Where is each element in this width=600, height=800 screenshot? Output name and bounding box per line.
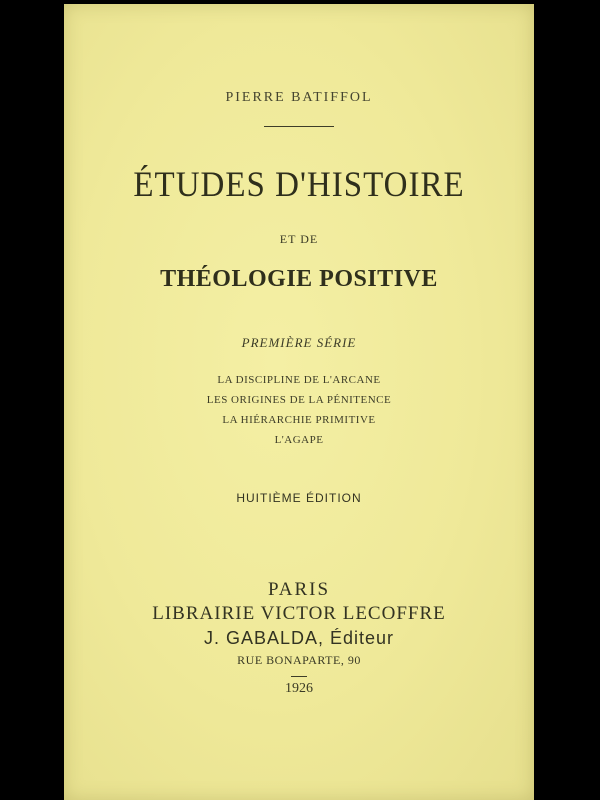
title-line-2: THÉOLOGIE POSITIVE (160, 266, 438, 292)
year-divider (291, 676, 307, 677)
contents-item: LA HIÉRARCHIE PRIMITIVE (222, 414, 376, 426)
title-connector: ET DE (279, 232, 319, 246)
divider-rule (264, 126, 334, 127)
contents-item: LES ORIGINES DE LA PÉNITENCE (206, 394, 392, 406)
author-name: PIERRE BATIFFOL (225, 90, 373, 105)
series-label: PREMIÈRE SÉRIE (241, 335, 357, 350)
contents-item: LA DISCIPLINE DE L'ARCANE (217, 374, 381, 386)
background-edge (534, 4, 600, 800)
contents-item: L'AGAPE (274, 434, 324, 446)
imprint-editor: J. GABALDA, Éditeur (203, 628, 395, 648)
title-page (64, 4, 534, 800)
imprint-city: PARIS (267, 579, 331, 600)
imprint-publisher: LIBRAIRIE VICTOR LECOFFRE (152, 603, 446, 624)
edition-label: HUITIÈME ÉDITION (236, 491, 362, 505)
contents-list (64, 370, 534, 450)
imprint-year: 1926 (285, 681, 313, 696)
imprint-address: RUE BONAPARTE, 90 (237, 653, 361, 667)
title-line-1: ÉTUDES D'HISTOIRE (133, 165, 465, 205)
